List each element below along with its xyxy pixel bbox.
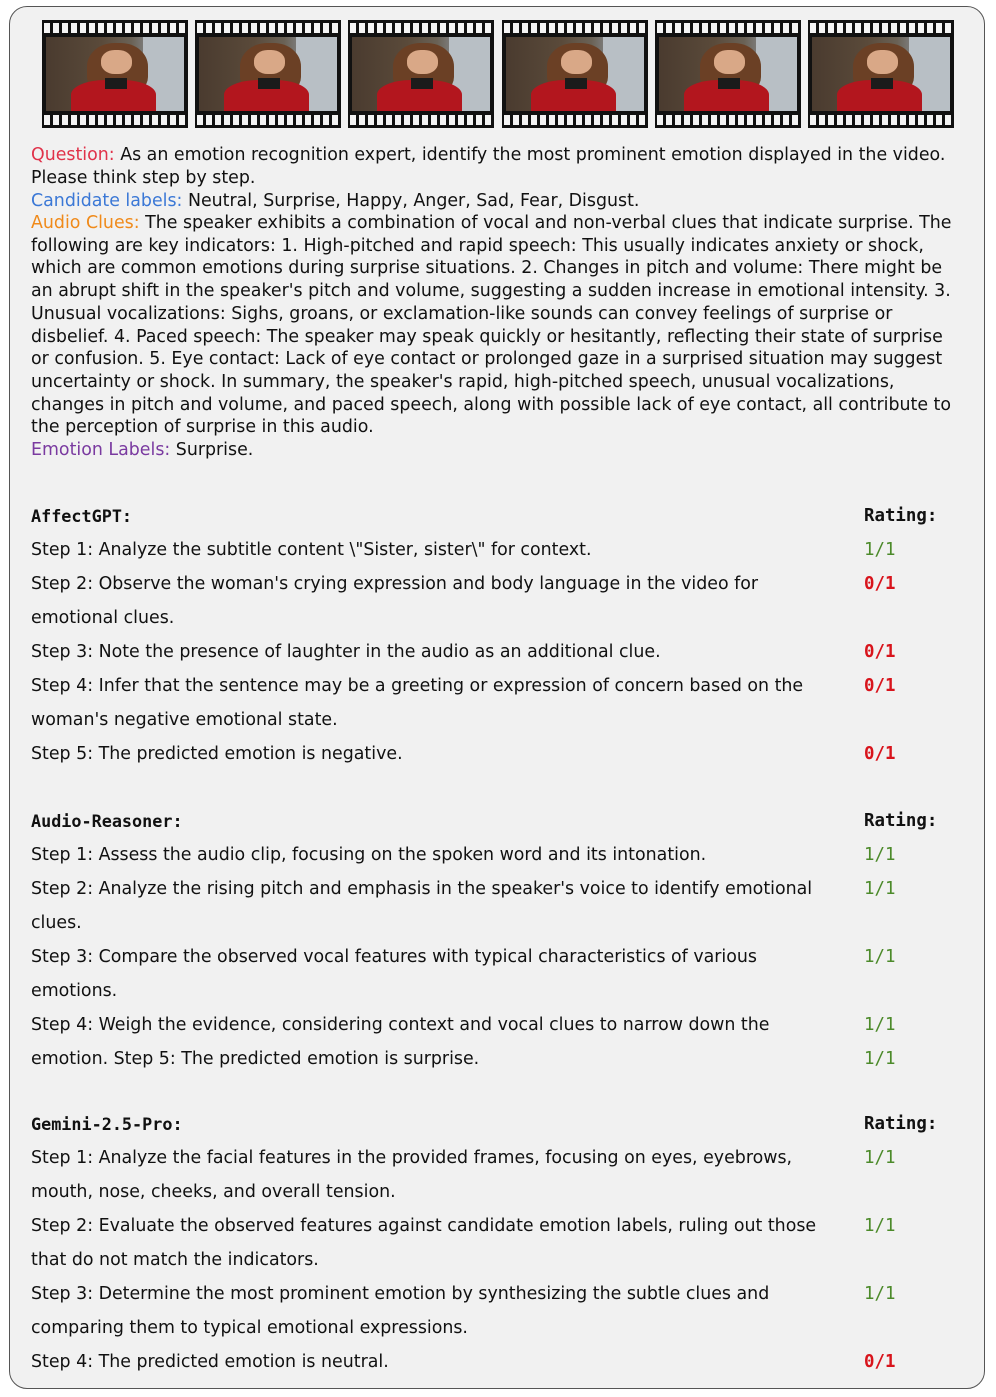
step-rating: 1/1 [864, 947, 896, 967]
candidates-text: Neutral, Surprise, Happy, Anger, Sad, Fear, Disgust. [187, 190, 640, 211]
frame-image [506, 37, 644, 111]
frame-face [254, 50, 284, 74]
step-line: comparing them to typical emotional expressions. [31, 1318, 468, 1338]
audio-clues-text: The speaker exhibits a combination of vocal and non-verbal clues that indicate surprise. The following are key indicators: 1. High-pitched and rapid speech: This usually indicates anxiety or shock, which are common emotions during surprise situations. 2. Changes in pitch and volume: There might be an abrupt shift in the speaker's pitch and volume, suggesting a sudden increase in emotional intensity. 3. Unusual vocalizations: Sighs, groans, or exclamation-like sounds can convey feelings of surprise or disbelief. 4. Paced speech: The speaker may speak quickly or hesitantly, reflecting their state of surprise or confusion. 5. Eye contact: Lack of eye contact or prolonged gaze in a surprised situation may suggest uncertainty or shock. In summary, the speaker's rapid, high-pitched speech, unusual vocalizations, changes in pitch and volume, and paced speech, along with possible lack of eye contact, all contribute to the perception of surprise in this audio. [31, 213, 952, 438]
frame-image [659, 37, 797, 111]
step-rating: 0/1 [864, 642, 896, 662]
video-frame [348, 20, 494, 128]
video-frame [195, 20, 341, 128]
step-line: Step 1: Analyze the subtitle content \"Sister, sister\" for context. [31, 540, 592, 560]
film-perforation [350, 23, 492, 33]
step-line: that do not match the indicators. [31, 1250, 319, 1270]
step-rating: 0/1 [864, 676, 896, 696]
candidates-block [31, 190, 966, 213]
step-line: Step 2: Evaluate the observed features against candidate emotion labels, ruling out those [31, 1216, 817, 1236]
emotion-labels-block [31, 439, 966, 462]
frame-face [714, 50, 744, 74]
step-rating: 1/1 [864, 1284, 896, 1304]
film-perforation [504, 23, 646, 33]
frame-collar [105, 78, 127, 88]
film-perforation [810, 23, 952, 33]
section-title: Audio-Reasoner: [31, 811, 183, 831]
step-line: Step 3: Compare the observed vocal features with typical characteristics of various [31, 947, 757, 967]
step-line: mouth, nose, cheeks, and overall tension. [31, 1182, 396, 1202]
frame-collar [871, 78, 893, 88]
frame-image [199, 37, 337, 111]
frame-collar [565, 78, 587, 88]
frame-image [812, 37, 950, 111]
frame-image [352, 37, 490, 111]
video-frame [655, 20, 801, 128]
frame-image [46, 37, 184, 111]
question-text: As an emotion recognition expert, identify the most prominent emotion displayed in the video. Please think step by step. [31, 145, 946, 188]
video-frame [42, 20, 188, 128]
step-rating: 1/1 [864, 879, 896, 899]
candidates-label: Candidate labels: [31, 190, 183, 211]
film-perforation [350, 115, 492, 125]
rating-header: Rating: [864, 811, 938, 831]
step-rating: 1/1 [864, 1015, 896, 1035]
frame-face [101, 50, 131, 74]
step-rating: 0/1 [864, 1352, 896, 1372]
question-label: Question: [31, 145, 115, 165]
step-rating: 0/1 [864, 574, 896, 594]
step-line: Step 4: The predicted emotion is neutral. [31, 1352, 389, 1372]
video-frame [502, 20, 648, 128]
section-title: AffectGPT: [31, 506, 133, 526]
rating-header: Rating: [864, 1114, 938, 1134]
film-perforation [197, 115, 339, 125]
step-rating: 1/1 [864, 540, 896, 560]
film-perforation [657, 115, 799, 125]
section-title: Gemini-2.5-Pro: [31, 1114, 183, 1134]
film-perforation [197, 23, 339, 33]
step-rating: 1/1 [864, 1049, 896, 1069]
question-block [31, 144, 966, 189]
step-line: woman's negative emotional state. [31, 710, 338, 730]
step-line: Step 1: Assess the audio clip, focusing on the spoken word and its intonation. [31, 845, 707, 865]
emotion-labels-label: Emotion Labels: [31, 440, 171, 460]
step-line: Step 4: Weigh the evidence, considering context and vocal clues to narrow down the [31, 1015, 770, 1035]
step-line: emotions. [31, 981, 118, 1001]
step-line: Step 2: Observe the woman's crying expression and body language in the video for [31, 574, 759, 594]
video-frame [808, 20, 954, 128]
frame-collar [411, 78, 433, 88]
step-line: Step 3: Determine the most prominent emotion by synthesizing the subtle clues and [31, 1284, 770, 1304]
frame-face [867, 50, 897, 74]
step-line: Step 2: Analyze the rising pitch and emphasis in the speaker's voice to identify emotional [31, 879, 813, 899]
frame-collar [718, 78, 740, 88]
step-line: emotional clues. [31, 608, 175, 628]
step-line: Step 5: The predicted emotion is negative. [31, 744, 403, 764]
step-line: Step 3: Note the presence of laughter in the audio as an additional clue. [31, 642, 661, 662]
audio-clues-block [31, 212, 966, 439]
step-rating: 0/1 [864, 744, 896, 764]
step-rating: 1/1 [864, 845, 896, 865]
step-rating: 1/1 [864, 1216, 896, 1236]
step-line: clues. [31, 913, 82, 933]
step-line: Step 4: Infer that the sentence may be a greeting or expression of concern based on the [31, 676, 804, 696]
frame-collar [258, 78, 280, 88]
film-perforation [810, 115, 952, 125]
audio-clues-label: Audio Clues: [31, 213, 140, 233]
film-perforation [657, 23, 799, 33]
film-perforation [44, 23, 186, 33]
film-perforation [504, 115, 646, 125]
film-perforation [44, 115, 186, 125]
step-line: emotion. Step 5: The predicted emotion is surprise. [31, 1049, 480, 1069]
rating-header: Rating: [864, 506, 938, 526]
step-rating: 1/1 [864, 1148, 896, 1168]
frame-face [407, 50, 437, 74]
step-line: Step 1: Analyze the facial features in the provided frames, focusing on eyes, eyebrows, [31, 1148, 793, 1168]
emotion-labels-text: Surprise. [175, 440, 254, 460]
frame-face [561, 50, 591, 74]
